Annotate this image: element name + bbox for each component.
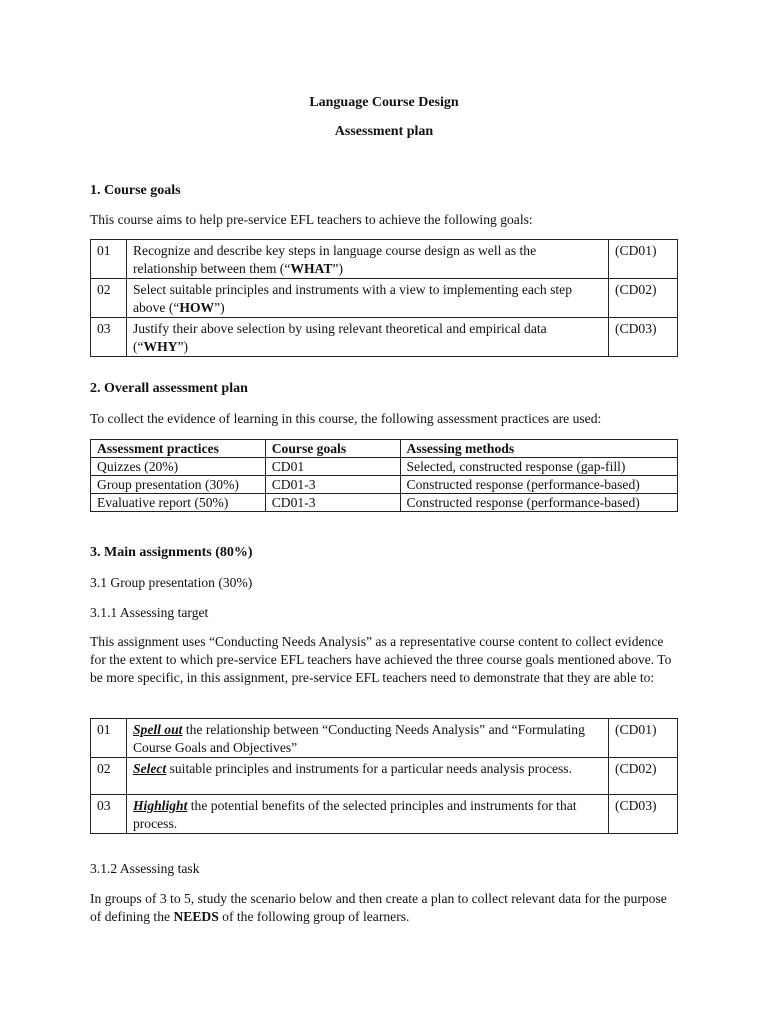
goal-description: Recognize and describe key steps in language course design as well as the relationship between them (“WHAT”): [126, 240, 608, 279]
table-cell: Constructed response (performance-based): [400, 494, 678, 512]
subsection-3-1: 3.1 Group presentation (30%): [90, 575, 253, 590]
column-header: Assessing methods: [400, 440, 678, 458]
course-goals-table: [90, 239, 678, 357]
goal-description: Select suitable principles and instruments with a view to implementing each step above (“HOW”): [126, 279, 608, 318]
column-header: Course goals: [265, 440, 400, 458]
table-row: [91, 795, 678, 834]
goal-number: 02: [91, 279, 127, 318]
table-cell: CD01-3: [265, 494, 400, 512]
target-number: 03: [91, 795, 127, 834]
table-cell: Evaluative report (50%): [91, 494, 266, 512]
subsection-3-1-1: 3.1.1 Assessing target: [90, 605, 209, 620]
target-description: Spell out the relationship between “Conducting Needs Analysis” and “Formulating Course Goals and Objectives”: [126, 719, 608, 758]
table-row: [91, 279, 678, 318]
table-cell: Selected, constructed response (gap-fill): [400, 458, 678, 476]
goal-number: 03: [91, 318, 127, 357]
goal-code: (CD02): [609, 279, 678, 318]
target-number: 01: [91, 719, 127, 758]
document-title: Language Course Design: [309, 95, 459, 110]
goal-number: 01: [91, 240, 127, 279]
table-row: [91, 240, 678, 279]
column-header: Assessment practices: [91, 440, 266, 458]
table-cell: Quizzes (20%): [91, 458, 266, 476]
table-header-row: [91, 440, 678, 458]
assessing-target-table: [90, 718, 678, 834]
target-description: Highlight the potential benefits of the selected principles and instruments for that process.: [126, 795, 608, 834]
table-cell: CD01: [265, 458, 400, 476]
goal-code: (CD03): [609, 318, 678, 357]
table-row: [91, 458, 678, 476]
table-cell: Constructed response (performance-based): [400, 476, 678, 494]
target-code: (CD02): [609, 758, 678, 795]
target-description: Select suitable principles and instruments for a particular needs analysis process.: [126, 758, 608, 795]
section-3-heading: 3. Main assignments (80%): [90, 545, 253, 560]
table-row: [91, 758, 678, 795]
subsection-3-1-2: 3.1.2 Assessing task: [90, 861, 200, 876]
assessing-target-paragraph: This assignment uses “Conducting Needs Analysis” as a representative course content to collect evidence for the extent to which pre-service EFL teachers have achieved the three course goals mentioned above. To be more specific, in this assignment, pre-service EFL teachers need to demonstrate that they are able to:: [90, 634, 672, 685]
section-2-heading: 2. Overall assessment plan: [90, 381, 248, 396]
target-number: 02: [91, 758, 127, 795]
document-subtitle: Assessment plan: [334, 124, 434, 139]
table-row: [91, 719, 678, 758]
goal-description: Justify their above selection by using relevant theoretical and empirical data (“WHY”): [126, 318, 608, 357]
table-row: [91, 476, 678, 494]
assessing-task-paragraph: In groups of 3 to 5, study the scenario below and then create a plan to collect relevant data for the purpose of defining the NEEDS of the following group of learners.: [90, 891, 667, 924]
goal-code: (CD01): [609, 240, 678, 279]
table-cell: Group presentation (30%): [91, 476, 266, 494]
table-row: [91, 318, 678, 357]
table-row: [91, 494, 678, 512]
section-1-heading: 1. Course goals: [90, 183, 181, 198]
section-2-intro: To collect the evidence of learning in this course, the following assessment practices are used:: [90, 411, 602, 426]
target-code: (CD03): [609, 795, 678, 834]
target-code: (CD01): [609, 719, 678, 758]
assessment-plan-table: [90, 439, 678, 512]
section-1-intro: This course aims to help pre-service EFL teachers to achieve the following goals:: [90, 212, 533, 227]
table-cell: CD01-3: [265, 476, 400, 494]
